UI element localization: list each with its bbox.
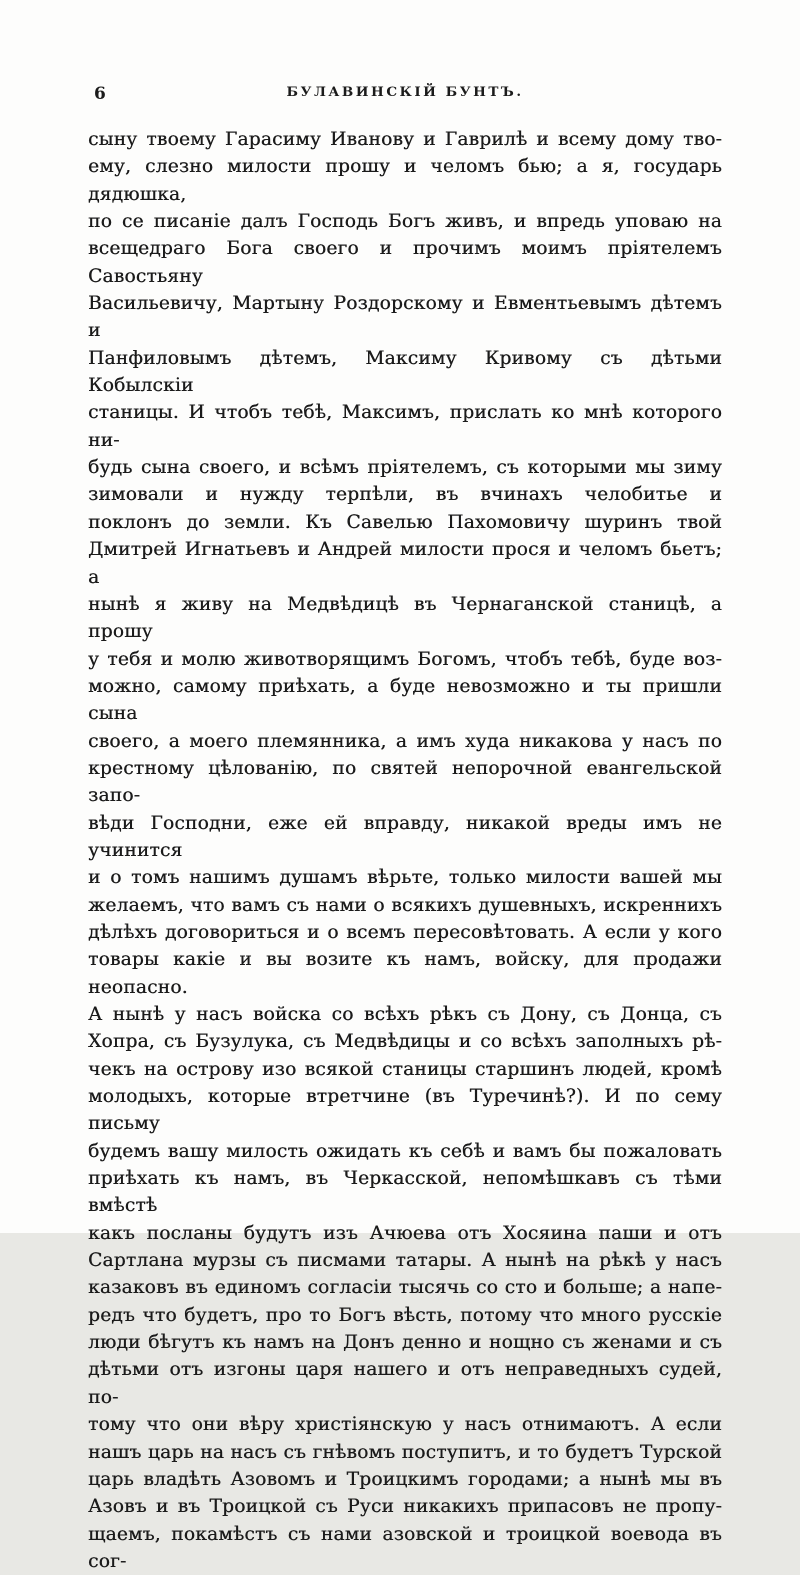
text-line: и о томъ нашимъ душамъ вѣрьте, только милости вашей мы bbox=[88, 867, 722, 889]
running-head bbox=[88, 84, 722, 106]
text-line: тому что они вѣру христіянскую у насъ отнимаютъ. А если bbox=[88, 1414, 722, 1436]
text-line: нынѣ я живу на Медвѣдицѣ въ Чернаганской станицѣ, а прошу bbox=[88, 593, 722, 643]
text-line: чекъ на острову изо всякой станицы старшинъ людей, кромѣ bbox=[88, 1058, 722, 1080]
text-line: дѣтьми отъ изгоны царя нашего и отъ неправедныхъ судей, по- bbox=[88, 1359, 722, 1408]
text-line: какъ посланы будутъ изъ Ачюева отъ Хосяина паши и отъ bbox=[88, 1222, 722, 1244]
text-line: желаемъ, что вамъ съ нами о всякихъ душевныхъ, искреннихъ bbox=[88, 894, 722, 916]
text-line: у тебя и молю животворящимъ Богомъ, чтобъ тебѣ, буде воз- bbox=[88, 648, 722, 670]
text-line: люди бѣгутъ къ намъ на Донъ денно и нощно съ женами и съ bbox=[88, 1332, 722, 1354]
text-line: крестному цѣлованію, по святей непорочной евангельской запо- bbox=[88, 757, 722, 807]
text-line: Хопра, съ Бузулука, съ Медвѣдицы и со всѣхъ заполныхъ рѣ- bbox=[88, 1031, 722, 1053]
text-line: можно, самому приѣхать, а буде невозможно и ты пришли сына bbox=[88, 675, 722, 725]
text-line: зимовали и нужду терпѣли, въ вчинахъ челобитье и bbox=[88, 484, 722, 506]
text-line: Васильевичу, Мартыну Роздорскому и Евментьевымъ дѣтемъ и bbox=[88, 293, 722, 342]
text-line: Азовъ и въ Троицкой съ Руси никакихъ припасовъ не пропу- bbox=[88, 1496, 722, 1518]
text-line: станицы. И чтобъ тебѣ, Максимъ, прислать ко мнѣ которого ни- bbox=[88, 402, 722, 451]
text-line: царь владѣть Азовомъ и Троицкимъ городами; а нынѣ мы въ bbox=[88, 1468, 722, 1490]
text-line: поклонъ до земли. Къ Савелью Пахомовичу шуринъ твой bbox=[88, 511, 722, 533]
text-line: дѣлѣхъ договориться и о всемъ пересовѣтовать. А если у кого bbox=[88, 921, 722, 943]
text-line: А нынѣ у насъ войска со всѣхъ рѣкъ съ Дону, съ Донца, съ bbox=[88, 1004, 722, 1025]
page-number: 6 bbox=[94, 84, 107, 104]
body-text bbox=[88, 126, 722, 1575]
text-line: товары какіе и вы возите къ намъ, войску, для продажи неопасно. bbox=[88, 949, 722, 998]
text-line: приѣхать къ намъ, въ Черкасской, непомѣшкавъ съ тѣми вмѣстѣ bbox=[88, 1168, 722, 1217]
text-line: Дмитрей Игнатьевъ и Андрей милости прося и челомъ бьетъ; а bbox=[88, 539, 722, 588]
text-line: своего, а моего племянника, а имъ худа никакова у насъ по bbox=[88, 730, 722, 752]
text-line: нашъ царь на насъ съ гнѣвомъ поступитъ, и то будетъ Турской bbox=[88, 1441, 722, 1463]
text-line: Панфиловымъ дѣтемъ, Максиму Кривому съ дѣтьми Кобылскіи bbox=[88, 347, 722, 397]
text-line: вѣди Господни, еже ей вправду, никакой вреды имъ не учинится bbox=[88, 812, 722, 861]
text-line: будемъ вашу милость ожидать къ себѣ и вамъ бы пожаловать bbox=[88, 1140, 722, 1162]
text-line: будь сына своего, и всѣмъ пріятелемъ, съ которыми мы зиму bbox=[88, 457, 722, 479]
text-line: казаковъ въ единомъ согласіи тысячь со сто и больше; а напе- bbox=[88, 1277, 722, 1299]
text-line: по се писаніе далъ Господь Богъ живъ, и впредь уповаю на bbox=[88, 211, 722, 233]
text-line: молодыхъ, которые втретчине (въ Туречинѣ?). И по сему письму bbox=[88, 1086, 722, 1135]
text-line: сыну твоему Гарасиму Иванову и Гаврилѣ и всему дому тво- bbox=[88, 129, 722, 150]
text-line: щаемъ, покамѣстъ съ нами азовской и троицкой воевода въ сог- bbox=[88, 1523, 722, 1572]
text-line: редъ что будетъ, про то Богъ вѣсть, потому что много русскіе bbox=[88, 1304, 722, 1326]
text-line: ему, слезно милости прошу и челомъ бью; а я, государь дядюшка, bbox=[88, 156, 722, 205]
text-line: Сартлана мурзы съ писмами татары. А нынѣ на рѣкѣ у насъ bbox=[88, 1250, 722, 1272]
running-header-title: БУЛАВИНСКІЙ БУНТЪ. bbox=[286, 84, 524, 100]
text-line: всещедраго Бога своего и прочимъ моимъ пріятелемъ Савостьяну bbox=[88, 238, 722, 287]
